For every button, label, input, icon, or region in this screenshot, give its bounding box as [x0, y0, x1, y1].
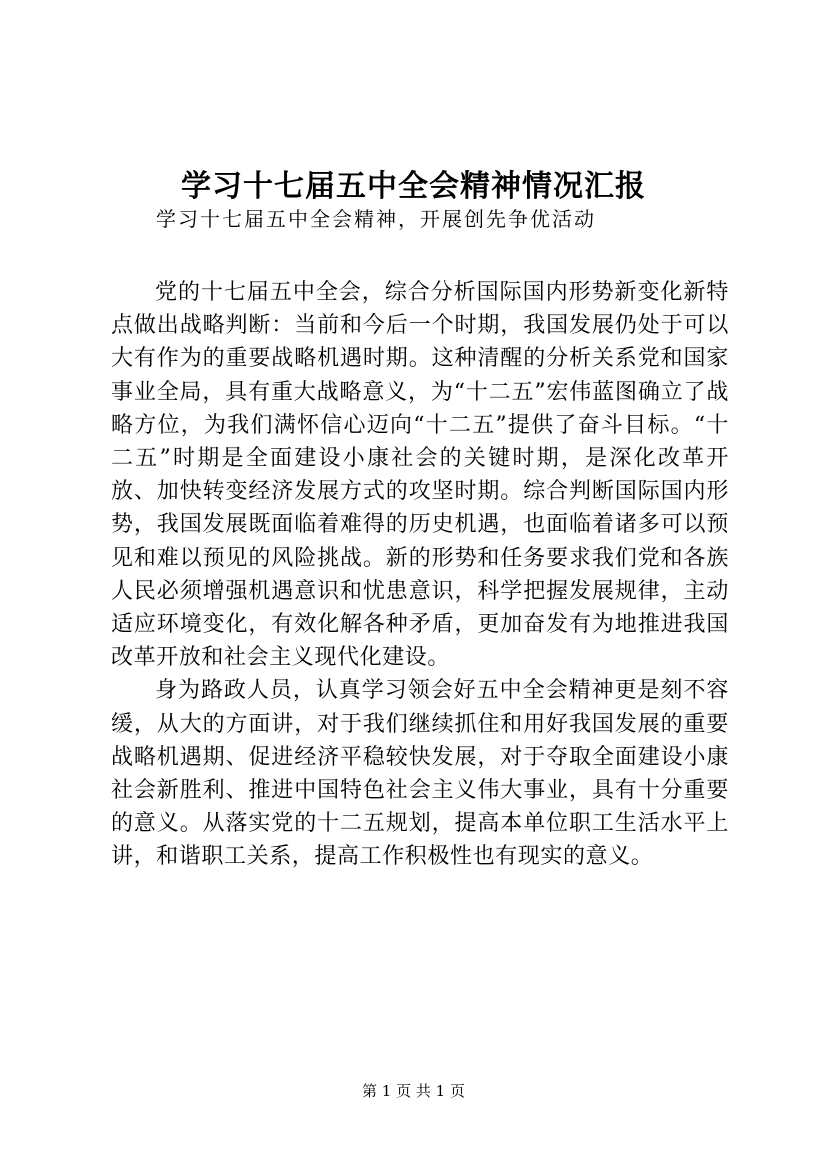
paragraph-2: 身为路政人员，认真学习领会好五中全会精神更是刻不容缓，从大的方面讲，对于我们继续抓住和用好我国发展的重要战略机遇期、促进经济平稳较快发展，对于夺取全面建设小康社会新胜利、推进中国特色社会主义伟大事业，具有十分重要的意义。从落实党的十二五规划，提高本单位职工生活水平上讲，和谐职工关系，提高工作积极性也有现实的意义。 — [111, 678, 729, 870]
paragraph-1: 党的十七届五中全会，综合分析国际国内形势新变化新特点做出战略判断：当前和今后一个时期，我国发展仍处于可以大有作为的重要战略机遇时期。这种清醒的分析关系党和国家事业全局，具有重大战略意义，为“十二五”宏伟蓝图确立了战略方位，为我们满怀信心迈向“十二五”提供了奋斗目标。“十二五”时期是全面建设小康社会的关键时期，是深化改革开放、加快转变经济发展方式的攻坚时期。综合判断国际国内形势，我国发展既面临着难得的历史机遇，也面临着诸多可以预见和难以预见的风险挑战。新的形势和任务要求我们党和各族人民必须增强机遇意识和忧患意识，科学把握发展规律，主动适应环境变化，有效化解各种矛盾，更加奋发有为地推进我国改革开放和社会主义现代化建设。 — [111, 280, 729, 671]
document-body — [111, 276, 729, 874]
document-title: 学习十七届五中全会精神情况汇报 — [181, 169, 646, 205]
document-subtitle: 学习十七届五中全会精神，开展创先争优活动 — [156, 207, 596, 231]
page-footer: 第 1 页 共 1 页 — [362, 1082, 465, 1100]
